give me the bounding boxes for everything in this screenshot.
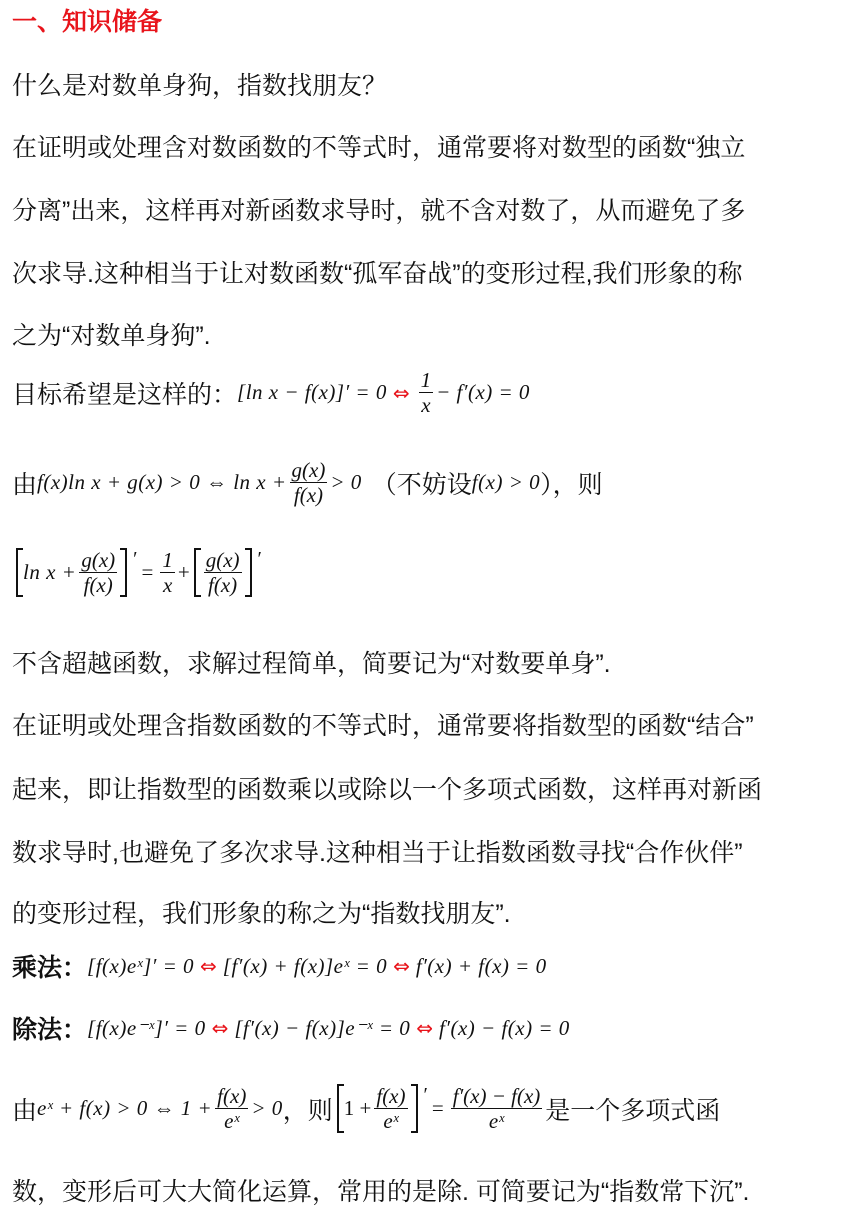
log-example	[12, 458, 603, 507]
numerator: f′(x) − f(x)	[452, 1084, 541, 1108]
text: 由	[12, 470, 38, 499]
formula: 1 +	[343, 1096, 372, 1121]
formula: [f′(x) − f(x)]e⁻ˣ = 0	[234, 1015, 411, 1040]
text: 由	[12, 1096, 38, 1125]
fraction	[204, 548, 242, 597]
exp-summary: 数，变形后可大大简化运算，常用的是除. 可简要记为“指数常下沉”.	[12, 1178, 750, 1206]
divide-formula	[12, 1010, 570, 1046]
numerator: g(x)	[205, 548, 240, 572]
formula: ln x +	[23, 560, 77, 585]
formula: [f′(x) + f(x)]eˣ = 0	[222, 953, 388, 978]
fraction	[374, 1084, 407, 1133]
numerator: f(x)	[376, 1084, 406, 1108]
equivalence-arrow: ⇔	[393, 954, 410, 978]
goal-rhs: − f′(x) = 0	[436, 380, 530, 405]
denominator: x	[162, 573, 173, 598]
equivalence-arrow: ⇔	[416, 1016, 434, 1040]
formula: f(x)ln x + g(x) > 0 ⇔ ln x +	[37, 470, 287, 495]
paragraph-line: 的变形过程，我们形象的称之为“指数找朋友”.	[12, 900, 511, 928]
numerator: 1	[420, 368, 432, 392]
fraction	[451, 1084, 543, 1133]
divide-label: 除法：	[12, 1016, 88, 1044]
paragraph-line: 数求导时,也避免了多次求导.这种相当于让指数函数寻找“合作伙伴”	[12, 839, 743, 867]
formula: [f(x)eˣ]′ = 0	[87, 953, 195, 978]
text: ），则	[540, 470, 603, 499]
paragraph-line: 起来，即让指数型的函数乘以或除以一个多项式函数，这样再对新函	[12, 776, 763, 804]
paragraph-line: 次求导.这种相当于让对数函数“孤军奋战”的变形过程,我们形象的称	[12, 260, 743, 288]
numerator: f(x)	[217, 1084, 247, 1108]
log-derivative-formula	[12, 548, 262, 597]
paragraph-line: 之为“对数单身狗”.	[12, 322, 211, 350]
multiply-formula	[12, 948, 547, 984]
formula: > 0	[330, 470, 362, 495]
question-line: 什么是对数单身狗，指数找朋友？	[12, 72, 388, 100]
goal-lhs: [ln x − f(x)]′ = 0	[237, 380, 387, 405]
paragraph-line: 在证明或处理含对数函数的不等式时，通常要将对数型的函数“独立	[12, 134, 746, 162]
section-heading: 一、知识储备	[12, 8, 163, 36]
equivalence-arrow: ⇔	[211, 1016, 229, 1040]
bracket-group	[16, 548, 127, 597]
text: （不妨设	[371, 470, 472, 499]
exp-example	[12, 1084, 720, 1133]
numerator: g(x)	[81, 548, 116, 572]
fraction	[79, 548, 117, 597]
equivalence-arrow: ⇔	[200, 954, 217, 978]
text: 是一个多项式函	[545, 1096, 721, 1125]
denominator: eˣ	[383, 1109, 399, 1134]
prime: ′	[133, 548, 138, 570]
prime: ′	[257, 548, 262, 570]
denominator: f(x)	[293, 483, 324, 508]
denominator: f(x)	[83, 573, 113, 598]
formula: > 0	[251, 1096, 283, 1121]
multiply-label: 乘法：	[12, 954, 88, 982]
formula: f′(x) + f(x) = 0	[415, 953, 547, 978]
text: ，则	[282, 1096, 333, 1125]
goal-label: 目标希望是这样的：	[12, 380, 238, 409]
plus: +	[177, 560, 190, 585]
paragraph-line: 分离”出来，这样再对新函数求导时，就不含对数了，从而避免了多	[12, 197, 746, 225]
fraction	[160, 548, 175, 597]
log-summary: 不含超越函数，求解过程简单，简要记为“对数要单身”.	[12, 650, 611, 678]
equals: =	[431, 1096, 444, 1121]
denominator: f(x)	[208, 573, 238, 598]
numerator: g(x)	[291, 458, 326, 482]
formula: [f(x)e⁻ˣ]′ = 0	[87, 1015, 206, 1040]
fraction	[290, 458, 328, 507]
bracket-group	[194, 548, 252, 597]
formula: f′(x) − f(x) = 0	[439, 1015, 570, 1040]
equals: =	[141, 560, 154, 585]
denominator: x	[421, 393, 431, 418]
goal-formula	[12, 368, 530, 417]
equivalence-arrow: ⇔	[392, 380, 410, 405]
prime: ′	[423, 1084, 428, 1106]
denominator: eˣ	[224, 1109, 240, 1134]
numerator: 1	[162, 548, 173, 572]
fraction	[215, 1084, 248, 1133]
formula: f(x) > 0	[471, 470, 541, 495]
bracket-group	[337, 1084, 418, 1133]
fraction	[419, 368, 434, 417]
paragraph-line: 在证明或处理含指数函数的不等式时，通常要将指数型的函数“结合”	[12, 712, 754, 740]
denominator: eˣ	[488, 1109, 505, 1134]
formula: eˣ + f(x) > 0 ⇔ 1 +	[37, 1096, 213, 1121]
